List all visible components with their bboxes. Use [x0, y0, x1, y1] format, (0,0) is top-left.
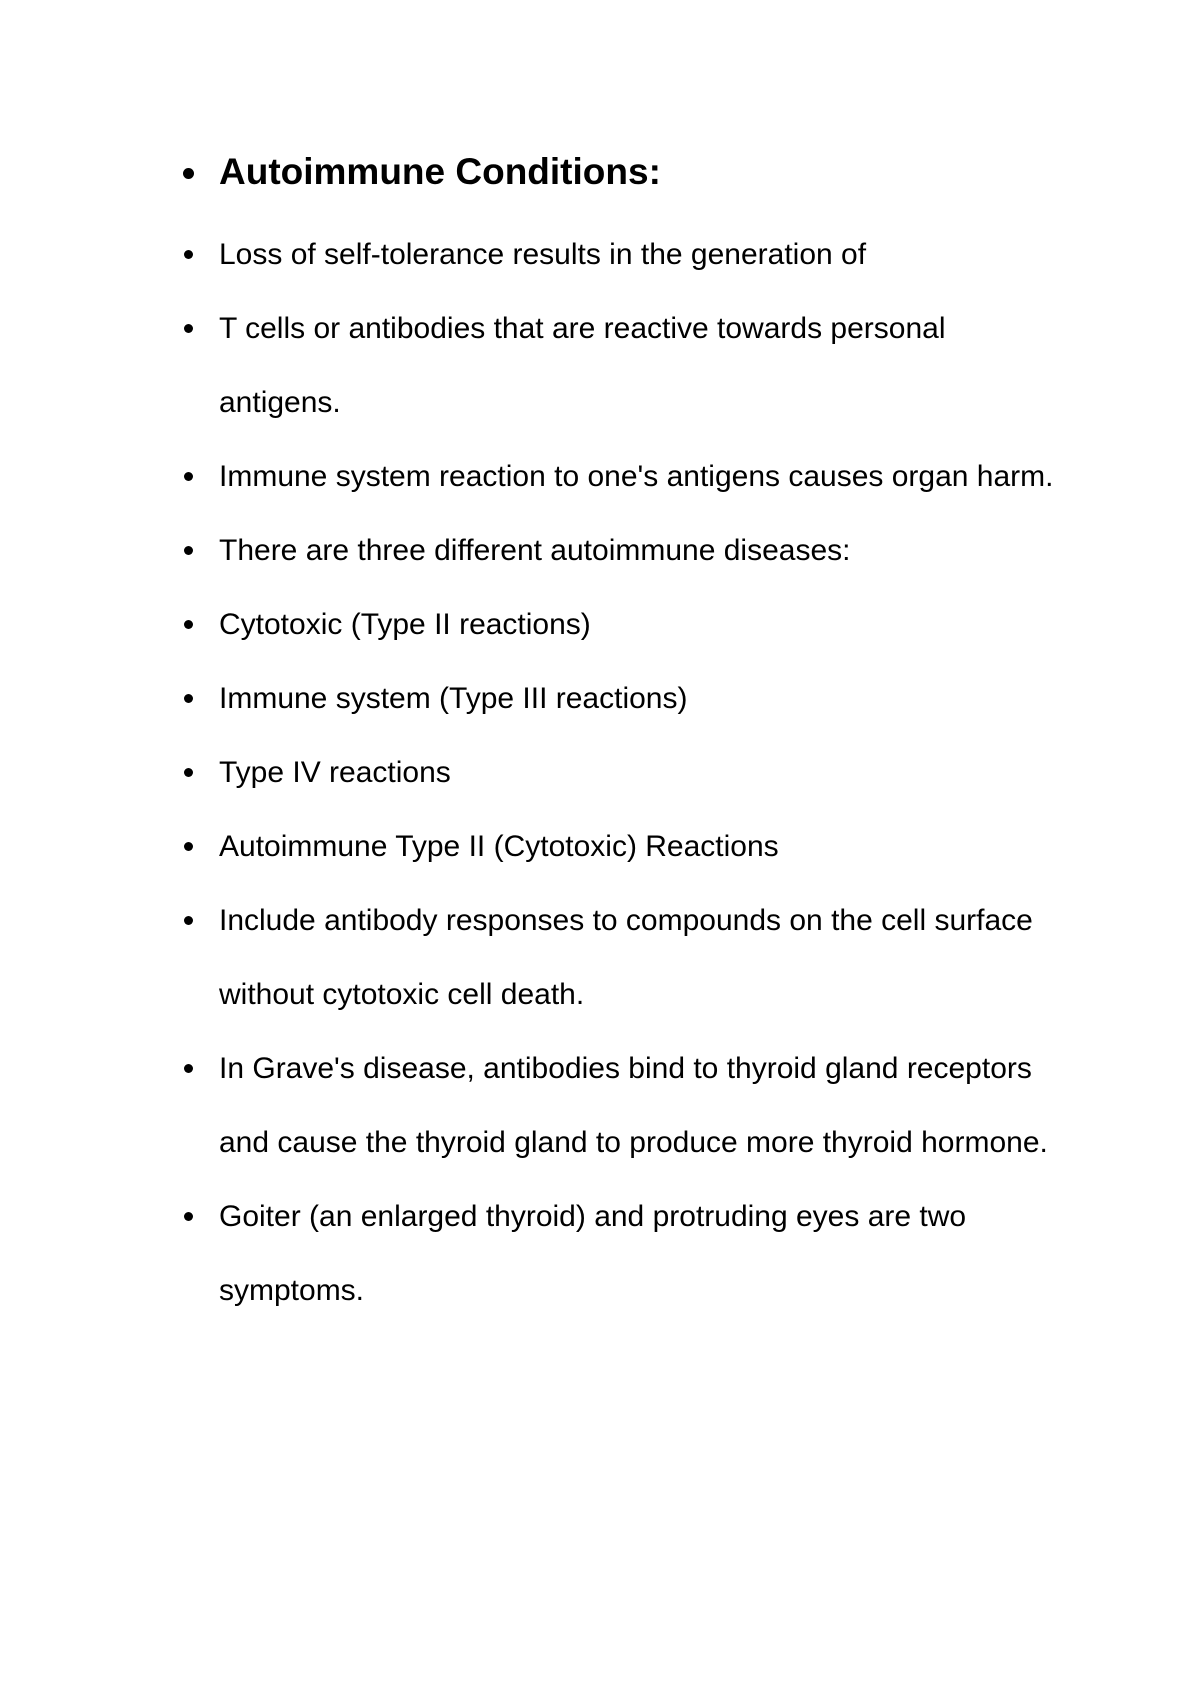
list-item-text: In Grave's disease, antibodies bind to thyroid gland receptors and cause the thyroid gland to produce more thyroid hormone.: [219, 1052, 1048, 1159]
list-item: [183, 292, 1063, 440]
bullet-icon: [184, 250, 193, 259]
list-item: [183, 810, 1063, 884]
bullet-icon: [184, 694, 193, 703]
bullet-icon: [184, 768, 193, 777]
list-item-text: Include antibody responses to compounds on the cell surface without cytotoxic cell death.: [219, 904, 1033, 1011]
list-item-text: Immune system reaction to one's antigens causes organ harm.: [219, 460, 1054, 493]
list-item-text: Loss of self-tolerance results in the generation of: [219, 238, 867, 271]
list-item-text: There are three different autoimmune diseases:: [219, 534, 851, 567]
list-item: [183, 588, 1063, 662]
bullet-icon: [184, 916, 193, 925]
list-item: [183, 1180, 1063, 1328]
bullet-icon: [184, 472, 193, 481]
list-item: [183, 440, 1063, 514]
list-item: [183, 218, 1063, 292]
list-item: [183, 1032, 1063, 1180]
list-item-text: T cells or antibodies that are reactive towards personal antigens.: [219, 312, 946, 419]
list-item: [183, 884, 1063, 1032]
list-item: [183, 736, 1063, 810]
bullet-list: [183, 142, 1063, 1328]
bullet-icon: [184, 1212, 193, 1221]
list-item-text: Cytotoxic (Type II reactions): [219, 608, 591, 641]
bullet-icon: [184, 620, 193, 629]
section-heading: Autoimmune Conditions:: [219, 151, 661, 192]
bullet-icon: [184, 842, 193, 851]
bullet-icon: [184, 546, 193, 555]
list-item-heading: [183, 142, 1063, 202]
list-item-text: Type IV reactions: [219, 756, 451, 789]
bullet-icon: [184, 324, 193, 333]
list-item-text: Goiter (an enlarged thyroid) and protruding eyes are two symptoms.: [219, 1200, 967, 1307]
bullet-icon: [184, 1064, 193, 1073]
list-item-text: Autoimmune Type II (Cytotoxic) Reactions: [219, 830, 779, 863]
list-item: [183, 662, 1063, 736]
list-item: [183, 514, 1063, 588]
bullet-icon: [183, 168, 194, 179]
list-item-text: Immune system (Type III reactions): [219, 682, 688, 715]
